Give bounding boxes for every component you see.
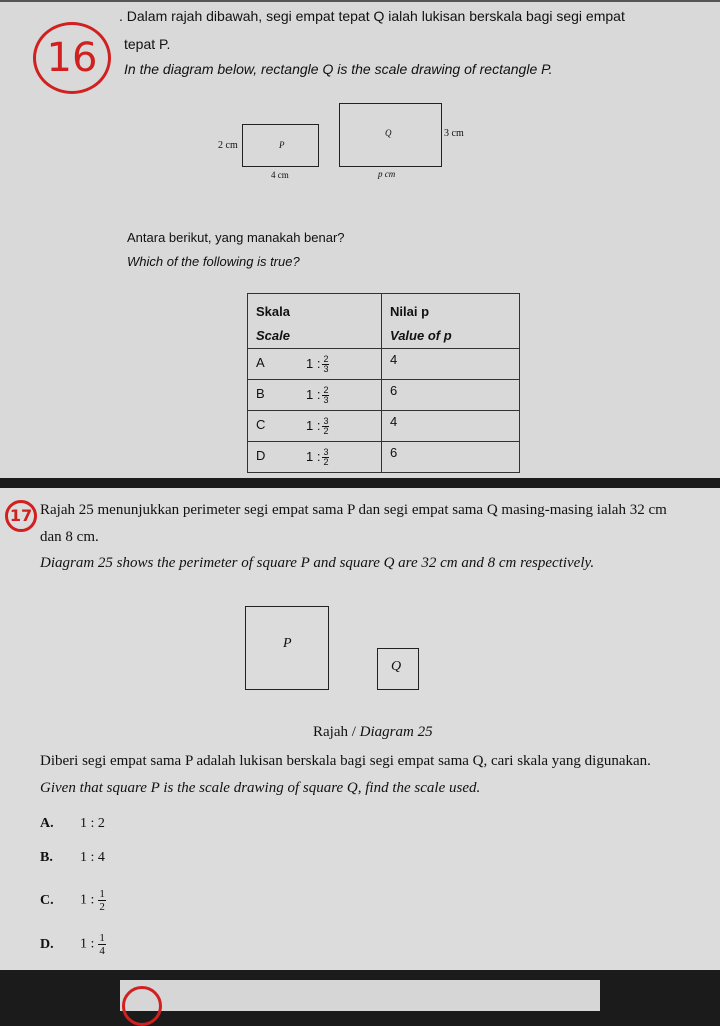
header-skala: Skala <box>256 304 290 319</box>
question-17-handwritten-number: 17 <box>5 500 37 532</box>
option-c-label: C. <box>40 892 54 908</box>
table-row[interactable] <box>248 411 520 442</box>
q17-malay-line1: Rajah 25 menunjukkan perimeter segi empat sama P dan segi empat sama Q masing-masing ialah 32 cm <box>40 502 667 518</box>
option-letter: C <box>256 417 266 433</box>
rectangle-q-height: 3 cm <box>444 128 464 139</box>
rectangle-q-width: p cm <box>378 169 396 179</box>
q16-question-english: Which of the following is true? <box>127 254 300 269</box>
scale-cell <box>248 349 382 380</box>
scale-fraction: $\frac{2}{3}$ <box>323 353 329 374</box>
option-letter: A <box>256 355 265 371</box>
top-edge <box>0 0 720 2</box>
red-circle-mark <box>122 986 162 1026</box>
table-row[interactable] <box>248 349 520 380</box>
ratio-prefix: 1 : <box>306 417 321 433</box>
square-p-label: P <box>283 636 292 651</box>
caption-malay: Rajah / <box>313 724 360 740</box>
q17-english: Diagram 25 shows the perimeter of square P and square Q are 32 cm and 8 cm respectively. <box>40 555 595 571</box>
q16-malay-line1: . Dalam rajah dibawah, segi empat tepat Q ialah lukisan berskala bagi segi empat <box>119 8 625 24</box>
option-c-fraction: $\frac{1}{2}$ <box>99 888 105 913</box>
header-scale: Scale <box>256 328 290 343</box>
ratio-prefix: 1 : <box>306 386 321 402</box>
rectangle-q-label: Q <box>385 128 392 138</box>
option-d-label: D. <box>40 936 54 952</box>
next-page-fragment <box>120 980 600 1011</box>
q17-prompt-english: Given that square P is the scale drawing of square Q, find the scale used. <box>40 780 481 796</box>
option-d-prefix: 1 : <box>80 936 95 952</box>
question-17-panel <box>0 488 720 970</box>
scale-cell <box>248 442 382 473</box>
table-row[interactable] <box>248 380 520 411</box>
ratio-prefix: 1 : <box>306 448 321 464</box>
option-letter: B <box>256 386 265 402</box>
option-c-prefix: 1 : <box>80 892 95 908</box>
caption-english: Diagram 25 <box>359 724 433 740</box>
diagram-caption <box>313 724 433 741</box>
option-b-label: B. <box>40 850 53 865</box>
scale-fraction: $\frac{2}{3}$ <box>323 384 329 405</box>
value-cell: 4 <box>382 349 520 380</box>
option-b[interactable] <box>40 850 105 866</box>
q17-prompt-malay: Diberi segi empat sama P adalah lukisan berskala bagi segi empat sama Q, cari skala yang digunakan. <box>40 753 651 769</box>
table-header-scale <box>248 294 382 349</box>
table-header-value <box>382 294 520 349</box>
option-a[interactable] <box>40 816 105 832</box>
option-letter: D <box>256 448 266 464</box>
q16-options-table <box>247 293 520 473</box>
rectangle-p-height: 2 cm <box>218 140 238 151</box>
scale-fraction: $\frac{3}{2}$ <box>323 446 329 467</box>
table-row[interactable] <box>248 442 520 473</box>
option-b-text: 1 : 4 <box>80 850 105 865</box>
value-cell: 4 <box>382 411 520 442</box>
ratio-prefix: 1 : <box>306 355 321 371</box>
q17-malay-line2: dan 8 cm. <box>40 529 99 545</box>
value-cell: 6 <box>382 380 520 411</box>
table-header-row <box>248 294 520 349</box>
rectangle-p-width: 4 cm <box>271 170 289 180</box>
option-c[interactable] <box>40 888 106 913</box>
question-16-handwritten-number: 16 <box>33 22 111 94</box>
value-cell: 6 <box>382 442 520 473</box>
scale-cell <box>248 411 382 442</box>
header-value: Value of p <box>390 328 452 343</box>
square-q-label: Q <box>391 659 402 674</box>
rectangle-p-label: P <box>279 140 285 150</box>
scale-fraction: $\frac{3}{2}$ <box>323 415 329 436</box>
option-d-fraction: $\frac{1}{4}$ <box>99 932 105 957</box>
header-nilai: Nilai p <box>390 304 430 319</box>
option-d[interactable] <box>40 932 106 957</box>
option-a-text: 1 : 2 <box>80 816 105 831</box>
option-a-label: A. <box>40 816 54 831</box>
q16-english: In the diagram below, rectangle Q is the scale drawing of rectangle P. <box>124 61 553 77</box>
q16-question-malay: Antara berikut, yang manakah benar? <box>127 230 345 245</box>
scale-cell <box>248 380 382 411</box>
q16-malay-line2: tepat P. <box>124 36 171 52</box>
question-16-panel <box>0 0 720 478</box>
